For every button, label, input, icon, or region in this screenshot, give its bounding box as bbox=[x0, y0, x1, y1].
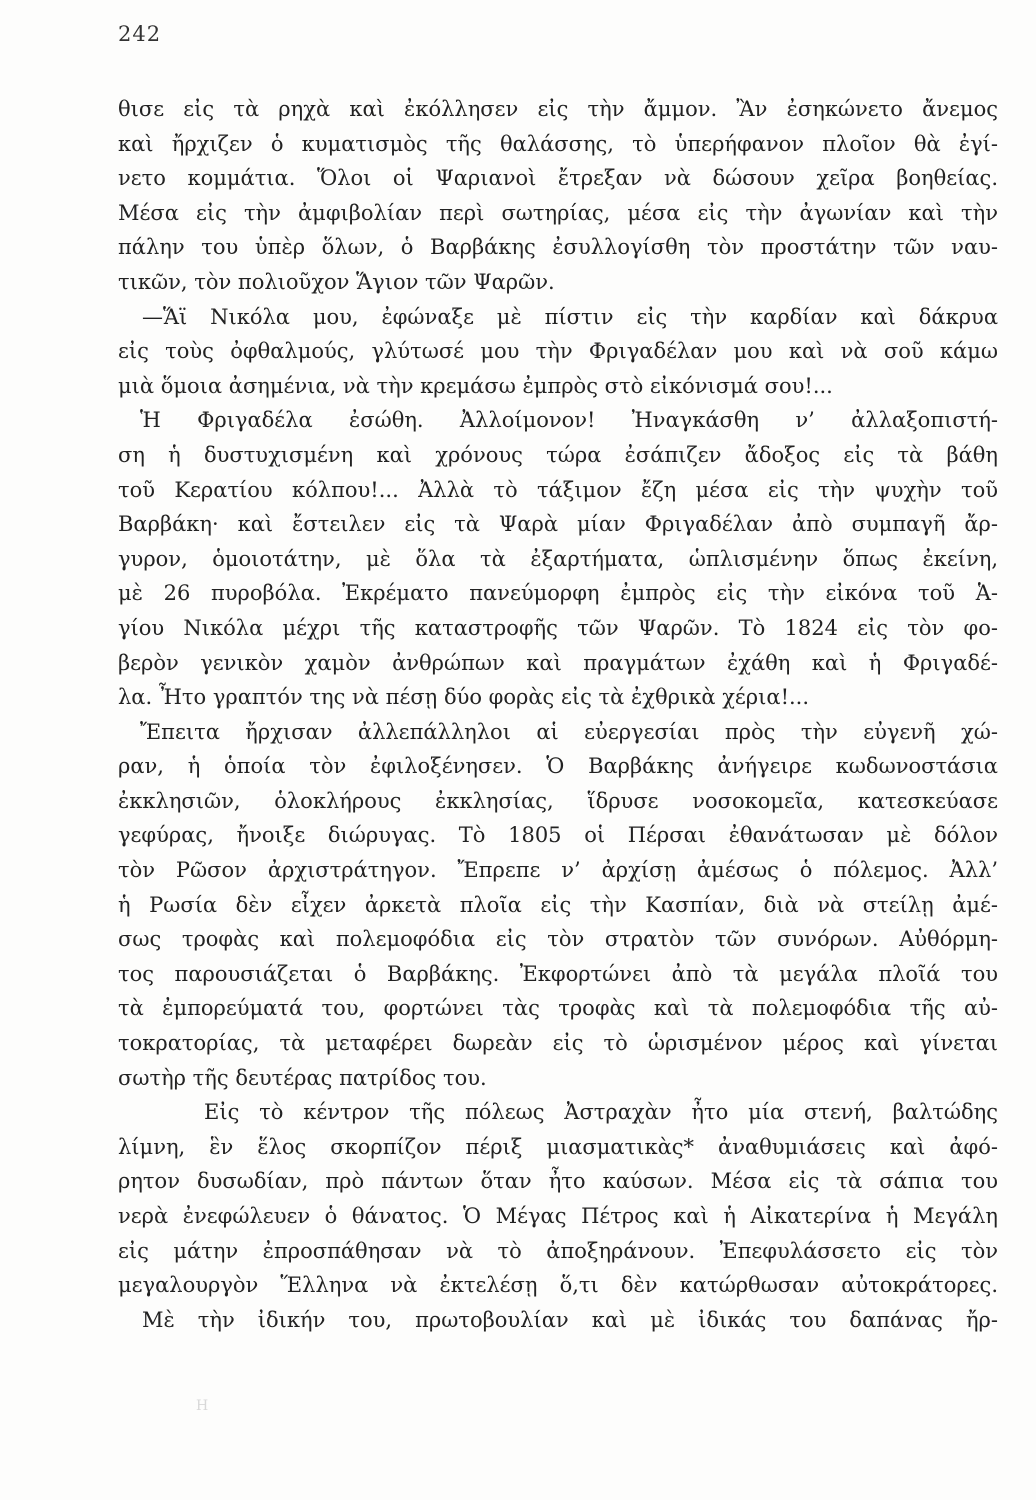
text-line: μὲ 26 πυροβόλα. Ἐκρέματο πανεύμορφη ἐμπρὸς εἰς τὴν εἰκόνα τοῦ Ἁ- bbox=[118, 581, 998, 606]
text-line: τοκρατορίας, τὰ μεταφέρει δωρεὰν εἰς τὸ ὡρισμένον μέρος καὶ γίνεται bbox=[118, 1031, 998, 1056]
text-line: θισε εἰς τὰ ρηχὰ καὶ ἐκόλλησεν εἰς τὴν ἄμμον. Ἂν ἐσηκώνετο ἄνεμος bbox=[118, 97, 998, 121]
body-text bbox=[118, 92, 998, 1337]
text-line: τὸν Ρῶσον ἀρχιστράτηγον. Ἔπρεπε ν’ ἀρχίσῃ ἀμέσως ὁ πόλεμος. Ἀλλ’ bbox=[118, 858, 998, 883]
text-line: Ἡ Φριγαδέλα ἐσώθη. Ἀλλοίμονον! Ἠναγκάσθη ν’ ἀλλαξοπιστή- bbox=[140, 408, 998, 433]
text-line: νετο κομμάτια. Ὅλοι οἱ Ψαριανοὶ ἔτρεξαν νὰ δώσουν χεῖρα βοηθείας. bbox=[118, 166, 998, 191]
page-number: 242 bbox=[118, 22, 162, 46]
text-line: ἡ Ρωσία δὲν εἶχεν ἀρκετὰ πλοῖα εἰς τὴν Κασπίαν, διὰ νὰ στείλῃ ἀμέ- bbox=[118, 892, 998, 917]
text-line: ἐκκλησιῶν, ὁλοκλήρους ἐκκλησίας, ἵδρυσε νοσοκομεῖα, κατεσκεύασε bbox=[118, 788, 998, 813]
text-line: ρητον δυσωδίαν, πρὸ πάντων ὅταν ἦτο καύσων. Μέσα εἰς τὰ σάπια του bbox=[118, 1169, 998, 1194]
text-line: —Ἅϊ Νικόλα μου, ἐφώναξε μὲ πίστιν εἰς τὴν καρδίαν καὶ δάκρυα bbox=[142, 304, 998, 329]
text-line: Μέσα εἰς τὴν ἀμφιβολίαν περὶ σωτηρίας, μέσα εἰς τὴν ἀγωνίαν καὶ τὴν bbox=[118, 200, 998, 225]
text-line: Μὲ τὴν ἰδικήν του, πρωτοβουλίαν καὶ μὲ ἰδικάς του δαπάνας ἤρ- bbox=[142, 1307, 998, 1332]
text-line: γυρον, ὁμοιοτάτην, μὲ ὅλα τὰ ἐξαρτήματα, ὡπλισμένην ὅπως ἐκείνη, bbox=[118, 546, 998, 571]
text-line: μεγαλουργὸν Ἕλληνα νὰ ἐκτελέσῃ ὅ,τι δὲν κατώρθωσαν αὐτοκράτορες. bbox=[118, 1273, 998, 1298]
text-line: λίμνη, ἓν ἕλος σκορπίζον πέριξ μιασματικὰς* ἀναθυμιάσεις καὶ ἀφό- bbox=[118, 1134, 998, 1159]
footer-mark: Η bbox=[196, 1398, 209, 1414]
text-line: βερὸν γενικὸν χαμὸν ἀνθρώπων καὶ πραγμάτων ἐχάθη καὶ ἡ Φριγαδέ- bbox=[118, 650, 998, 675]
text-line: γεφύρας, ἤνοιξε διώρυγας. Τὸ 1805 οἱ Πέρσαι ἐθανάτωσαν μὲ δόλον bbox=[118, 823, 998, 848]
text-line: τὰ ἐμπορεύματά του, φορτώνει τὰς τροφὰς καὶ τὰ πολεμοφόδια τῆς αὐ- bbox=[118, 996, 998, 1021]
text-line: μιὰ ὅμοια ἀσημένια, νὰ τὴν κρεμάσω ἐμπρὸς στὸ εἰκόνισμά σου!... bbox=[118, 373, 833, 398]
text-line: ση ἡ δυστυχισμένη καὶ χρόνους τώρα ἐσάπιζεν ἄδοξος εἰς τὰ βάθη bbox=[118, 442, 998, 467]
text-line: σως τροφὰς καὶ πολεμοφόδια εἰς τὸν στρατὸν τῶν συνόρων. Αὐθόρμη- bbox=[118, 927, 998, 952]
text-line: εἰς τοὺς ὀφθαλμούς, γλύτωσέ μου τὴν Φριγαδέλαν μου καὶ νὰ σοῦ κάμω bbox=[118, 339, 998, 364]
text-line: νερὰ ἐνεφώλευεν ὁ θάνατος. Ὁ Μέγας Πέτρος καὶ ἡ Αἰκατερίνα ἡ Μεγάλη bbox=[118, 1204, 998, 1228]
text-line: Ἔπειτα ἤρχισαν ἀλλεπάλληλοι αἱ εὐεργεσίαι πρὸς τὴν εὐγενῆ χώ- bbox=[140, 719, 998, 744]
text-line: λα. Ἦτο γραπτόν της νὰ πέσῃ δύο φορὰς εἰς τὰ ἐχθρικὰ χέρια!... bbox=[118, 685, 810, 710]
text-line: τος παρουσιάζεται ὁ Βαρβάκης. Ἐκφορτώνει ἀπὸ τὰ μεγάλα πλοῖά του bbox=[118, 961, 998, 986]
text-line: γίου Νικόλα μέχρι τῆς καταστροφῆς τῶν Ψαρῶν. Τὸ 1824 εἰς τὸν φο- bbox=[118, 615, 998, 640]
text-line: πάλην του ὑπὲρ ὅλων, ὁ Βαρβάκης ἐσυλλογίσθη τὸν προστάτην τῶν ναυ- bbox=[118, 235, 998, 260]
text-line: καὶ ἤρχιζεν ὁ κυματισμὸς τῆς θαλάσσης, τὸ ὑπερήφανον πλοῖον θὰ ἐγί- bbox=[118, 131, 998, 156]
text-line: τοῦ Κερατίου κόλπου!... Ἀλλὰ τὸ τάξιμον ἔζη μέσα εἰς τὴν ψυχὴν τοῦ bbox=[118, 477, 998, 502]
text-line: εἰς μάτην ἐπροσπάθησαν νὰ τὸ ἀποξηράνουν. Ἐπεφυλάσσετο εἰς τὸν bbox=[118, 1238, 998, 1263]
text-line: τικῶν, τὸν πολιοῦχον Ἅγιον τῶν Ψαρῶν. bbox=[118, 269, 555, 294]
text-line: Εἰς τὸ κέντρον τῆς πόλεως Ἀστραχὰν ἦτο μία στενή, βαλτώδης bbox=[204, 1100, 998, 1125]
text-line: Βαρβάκη· καὶ ἔστειλεν εἰς τὰ Ψαρὰ μίαν Φριγαδέλαν ἀπὸ συμπαγῆ ἄρ- bbox=[118, 512, 998, 537]
text-line: ραν, ἡ ὁποία τὸν ἐφιλοξένησεν. Ὁ Βαρβάκης ἀνήγειρε κωδωνοστάσια bbox=[118, 754, 998, 779]
text-line: σωτὴρ τῆς δευτέρας πατρίδος του. bbox=[118, 1065, 487, 1090]
